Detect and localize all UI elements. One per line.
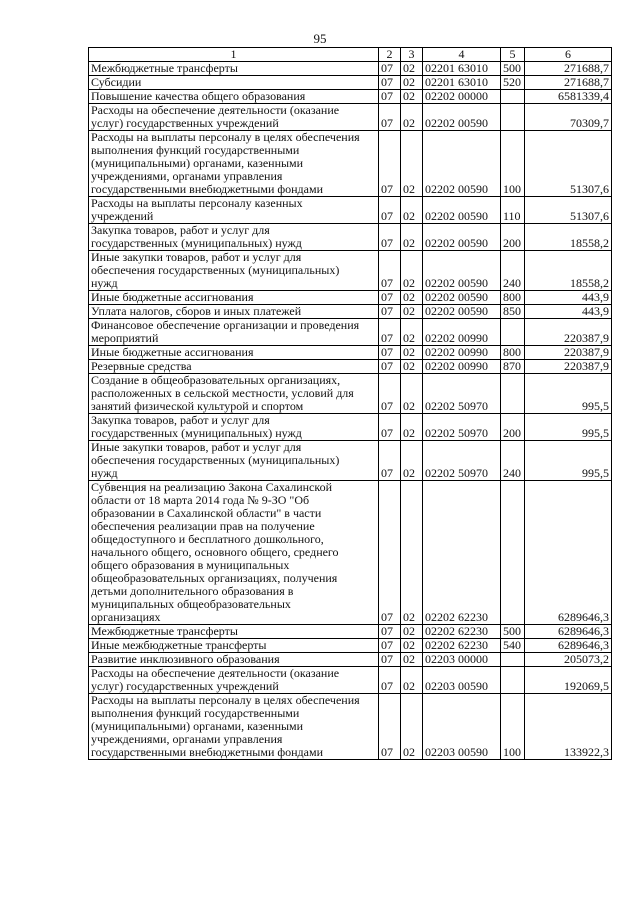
row-c4-cell: 02202 62230 (423, 639, 501, 653)
row-c2-cell: 07 (379, 131, 401, 197)
table-row (89, 653, 612, 667)
row-c4-cell: 02203 00590 (423, 667, 501, 694)
row-name-cell: Субвенция на реализацию Закона Сахалинской области от 18 марта 2014 года № 9-ЗО "Об образовании в Сахалинской области" в части обеспечения реализации прав на получение общедоступного и бесплатного дошкольного, начального общего, основного общего, среднего общего образования в муниципальных общеобразовательных организациях, получения детьми дополнительного образования в муниципальных общеобразовательных организациях (89, 481, 379, 625)
row-c4-cell: 02202 00590 (423, 104, 501, 131)
row-c6-cell: 6581339,4 (525, 90, 612, 104)
row-name-cell: Субсидии (89, 76, 379, 90)
row-name-cell: Создание в общеобразовательных организациях, расположенных в сельской местности, условий для занятий физической культурой и спортом (89, 374, 379, 414)
row-c5-cell: 240 (501, 441, 525, 481)
table-row (89, 346, 612, 360)
row-c5-cell: 870 (501, 360, 525, 374)
column-header: 4 (423, 48, 501, 62)
row-c6-cell: 133922,3 (525, 694, 612, 760)
table-row (89, 639, 612, 653)
row-c4-cell: 02202 00590 (423, 131, 501, 197)
row-c6-cell: 192069,5 (525, 667, 612, 694)
row-c3-cell: 02 (401, 374, 423, 414)
row-c5-cell: 800 (501, 346, 525, 360)
column-header: 6 (525, 48, 612, 62)
row-c3-cell: 02 (401, 441, 423, 481)
row-c5-cell: 100 (501, 694, 525, 760)
row-c2-cell: 07 (379, 441, 401, 481)
row-c5-cell: 500 (501, 62, 525, 76)
row-c4-cell: 02202 00990 (423, 346, 501, 360)
row-c2-cell: 07 (379, 414, 401, 441)
row-name-cell: Расходы на обеспечение деятельности (оказание услуг) государственных учреждений (89, 104, 379, 131)
row-c5-cell (501, 481, 525, 625)
row-c6-cell: 220387,9 (525, 319, 612, 346)
row-c6-cell: 205073,2 (525, 653, 612, 667)
row-c2-cell: 07 (379, 224, 401, 251)
row-c2-cell: 07 (379, 104, 401, 131)
row-name-cell: Межбюджетные трансферты (89, 625, 379, 639)
table-row (89, 374, 612, 414)
row-c2-cell: 07 (379, 305, 401, 319)
row-c2-cell: 07 (379, 653, 401, 667)
row-c2-cell: 07 (379, 481, 401, 625)
row-name-cell: Иные межбюджетные трансферты (89, 639, 379, 653)
row-name-cell: Иные бюджетные ассигнования (89, 291, 379, 305)
row-c3-cell: 02 (401, 625, 423, 639)
row-c6-cell: 271688,7 (525, 76, 612, 90)
row-c3-cell: 02 (401, 346, 423, 360)
row-name-cell: Финансовое обеспечение организации и проведения мероприятий (89, 319, 379, 346)
row-c5-cell (501, 667, 525, 694)
row-c3-cell: 02 (401, 224, 423, 251)
row-name-cell: Расходы на выплаты персоналу в целях обеспечения выполнения функций государственными (муниципальными) органами, казенными учреждениями, органами управления государственными внебюджетными фондами (89, 131, 379, 197)
table-row (89, 76, 612, 90)
row-c3-cell: 02 (401, 639, 423, 653)
row-c6-cell: 271688,7 (525, 62, 612, 76)
page-number: 95 (313, 31, 327, 46)
column-header: 3 (401, 48, 423, 62)
row-c3-cell: 02 (401, 76, 423, 90)
row-name-cell: Повышение качества общего образования (89, 90, 379, 104)
table-row (89, 625, 612, 639)
budget-table (88, 47, 612, 760)
row-c4-cell: 02202 00990 (423, 360, 501, 374)
row-c4-cell: 02202 50970 (423, 441, 501, 481)
row-c3-cell: 02 (401, 251, 423, 291)
row-c6-cell: 443,9 (525, 291, 612, 305)
row-c6-cell: 51307,6 (525, 197, 612, 224)
row-c5-cell (501, 374, 525, 414)
table-row (89, 694, 612, 760)
row-c6-cell: 6289646,3 (525, 639, 612, 653)
table-row (89, 104, 612, 131)
row-c5-cell: 100 (501, 131, 525, 197)
row-c3-cell: 02 (401, 319, 423, 346)
row-c4-cell: 02202 00990 (423, 319, 501, 346)
row-c3-cell: 02 (401, 104, 423, 131)
row-c3-cell: 02 (401, 667, 423, 694)
table-row (89, 291, 612, 305)
table-header-row (89, 48, 612, 62)
row-name-cell: Закупка товаров, работ и услуг для государственных (муниципальных) нужд (89, 414, 379, 441)
row-c5-cell: 110 (501, 197, 525, 224)
row-c5-cell (501, 90, 525, 104)
row-c3-cell: 02 (401, 305, 423, 319)
row-c2-cell: 07 (379, 625, 401, 639)
row-c3-cell: 02 (401, 414, 423, 441)
row-c5-cell: 200 (501, 414, 525, 441)
row-name-cell: Расходы на выплаты персоналу казенных учреждений (89, 197, 379, 224)
table-row (89, 251, 612, 291)
row-c6-cell: 70309,7 (525, 104, 612, 131)
row-c2-cell: 07 (379, 76, 401, 90)
row-c6-cell: 6289646,3 (525, 625, 612, 639)
row-c2-cell: 07 (379, 197, 401, 224)
row-c6-cell: 6289646,3 (525, 481, 612, 625)
table-row (89, 197, 612, 224)
table-row (89, 441, 612, 481)
row-name-cell: Закупка товаров, работ и услуг для государственных (муниципальных) нужд (89, 224, 379, 251)
row-c4-cell: 02202 62230 (423, 481, 501, 625)
row-c6-cell: 220387,9 (525, 360, 612, 374)
row-c3-cell: 02 (401, 481, 423, 625)
row-c2-cell: 07 (379, 667, 401, 694)
row-c5-cell: 540 (501, 639, 525, 653)
table-row (89, 90, 612, 104)
row-c4-cell: 02201 63010 (423, 62, 501, 76)
row-c4-cell: 02202 00590 (423, 305, 501, 319)
row-c4-cell: 02202 00590 (423, 197, 501, 224)
row-c2-cell: 07 (379, 90, 401, 104)
row-name-cell: Резервные средства (89, 360, 379, 374)
row-c2-cell: 07 (379, 62, 401, 76)
row-name-cell: Иные бюджетные ассигнования (89, 346, 379, 360)
row-c5-cell: 500 (501, 625, 525, 639)
row-c6-cell: 995,5 (525, 441, 612, 481)
column-header: 1 (89, 48, 379, 62)
table-body (89, 62, 612, 760)
table-row (89, 414, 612, 441)
row-c2-cell: 07 (379, 346, 401, 360)
row-c3-cell: 02 (401, 360, 423, 374)
row-c6-cell: 18558,2 (525, 251, 612, 291)
row-c2-cell: 07 (379, 360, 401, 374)
row-name-cell: Иные закупки товаров, работ и услуг для обеспечения государственных (муниципальных) нужд (89, 441, 379, 481)
row-c4-cell: 02203 00000 (423, 653, 501, 667)
row-name-cell: Расходы на обеспечение деятельности (оказание услуг) государственных учреждений (89, 667, 379, 694)
row-name-cell: Уплата налогов, сборов и иных платежей (89, 305, 379, 319)
row-c4-cell: 02202 50970 (423, 374, 501, 414)
row-c6-cell: 443,9 (525, 305, 612, 319)
row-c2-cell: 07 (379, 374, 401, 414)
row-c3-cell: 02 (401, 694, 423, 760)
table-row (89, 62, 612, 76)
row-name-cell: Иные закупки товаров, работ и услуг для обеспечения государственных (муниципальных) нужд (89, 251, 379, 291)
row-c2-cell: 07 (379, 694, 401, 760)
row-c5-cell (501, 104, 525, 131)
row-c4-cell: 02202 00590 (423, 224, 501, 251)
row-c4-cell: 02202 50970 (423, 414, 501, 441)
table-row (89, 481, 612, 625)
table-row (89, 360, 612, 374)
row-c2-cell: 07 (379, 291, 401, 305)
row-c5-cell: 520 (501, 76, 525, 90)
row-c5-cell (501, 653, 525, 667)
column-header: 5 (501, 48, 525, 62)
row-c3-cell: 02 (401, 653, 423, 667)
row-c3-cell: 02 (401, 131, 423, 197)
row-c6-cell: 995,5 (525, 414, 612, 441)
row-c2-cell: 07 (379, 319, 401, 346)
row-c5-cell: 850 (501, 305, 525, 319)
row-c5-cell: 240 (501, 251, 525, 291)
row-c6-cell: 220387,9 (525, 346, 612, 360)
row-c2-cell: 07 (379, 251, 401, 291)
table-row (89, 319, 612, 346)
row-c5-cell: 200 (501, 224, 525, 251)
table-row (89, 305, 612, 319)
row-name-cell: Межбюджетные трансферты (89, 62, 379, 76)
row-c4-cell: 02202 00590 (423, 291, 501, 305)
table-row (89, 667, 612, 694)
row-c4-cell: 02203 00590 (423, 694, 501, 760)
column-header: 2 (379, 48, 401, 62)
row-c4-cell: 02201 63010 (423, 76, 501, 90)
row-c4-cell: 02202 62230 (423, 625, 501, 639)
row-c3-cell: 02 (401, 62, 423, 76)
table-row (89, 224, 612, 251)
row-c3-cell: 02 (401, 197, 423, 224)
row-c4-cell: 02202 00590 (423, 251, 501, 291)
row-name-cell: Развитие инклюзивного образования (89, 653, 379, 667)
row-c2-cell: 07 (379, 639, 401, 653)
row-c6-cell: 51307,6 (525, 131, 612, 197)
row-c3-cell: 02 (401, 90, 423, 104)
table-row (89, 131, 612, 197)
row-c5-cell: 800 (501, 291, 525, 305)
row-c3-cell: 02 (401, 291, 423, 305)
row-c5-cell (501, 319, 525, 346)
row-c6-cell: 18558,2 (525, 224, 612, 251)
row-name-cell: Расходы на выплаты персоналу в целях обеспечения выполнения функций государственными (муниципальными) органами, казенными учреждениями, органами управления государственными внебюджетными фондами (89, 694, 379, 760)
row-c4-cell: 02202 00000 (423, 90, 501, 104)
row-c6-cell: 995,5 (525, 374, 612, 414)
